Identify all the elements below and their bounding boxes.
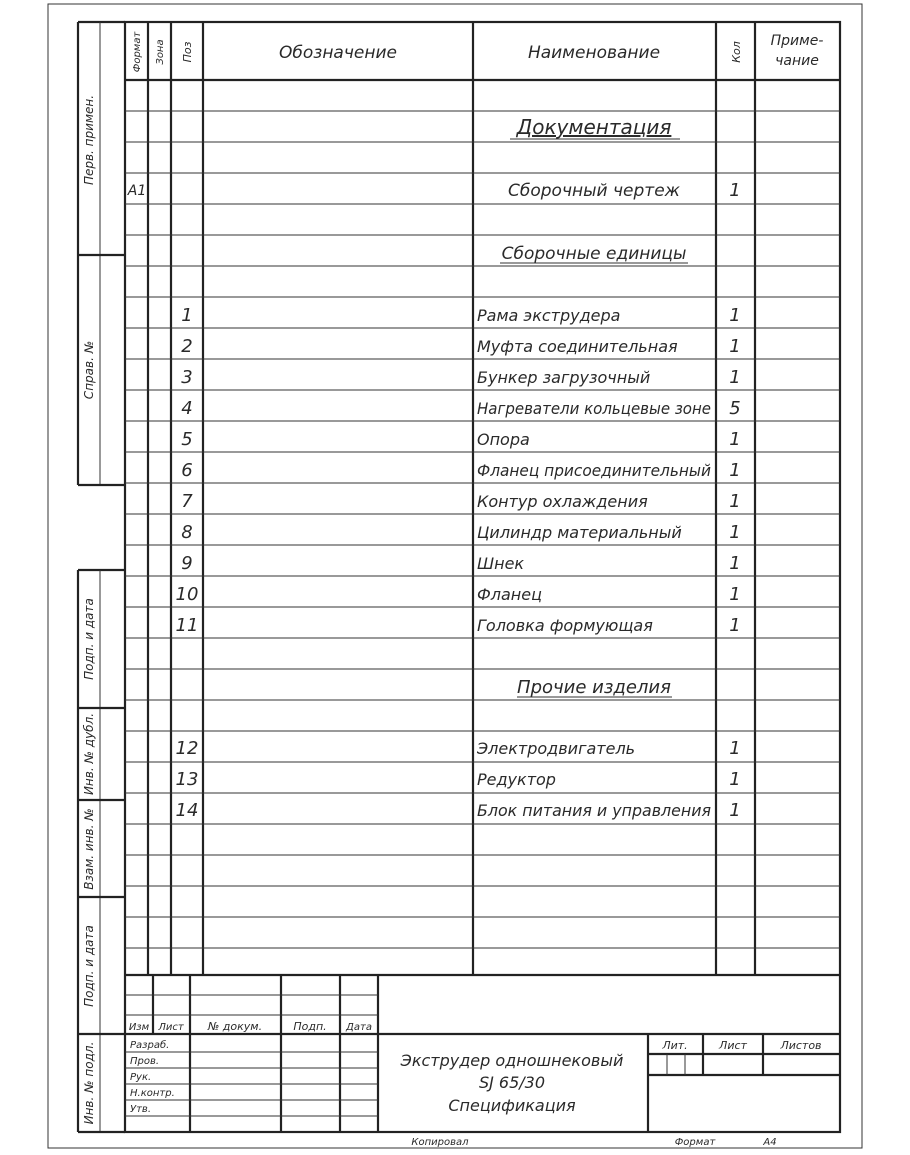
- item-pos: 13: [175, 769, 199, 790]
- tb-data: Дата: [346, 1022, 372, 1033]
- item-name: Бункер загрузочный: [477, 368, 651, 387]
- tb-lit: Лит.: [662, 1039, 688, 1052]
- item-qty: 1: [729, 367, 741, 388]
- item-name: Цилиндр материальный: [477, 523, 682, 542]
- item-pos: 9: [181, 553, 193, 574]
- header-note-line2: чание: [775, 53, 819, 69]
- item-qty: 1: [729, 769, 741, 790]
- item-qty: 1: [729, 615, 741, 636]
- item-name: Опора: [477, 430, 530, 449]
- item-pos: 4: [181, 398, 193, 419]
- tb-list: Лист: [158, 1022, 184, 1033]
- tb-prov: Пров.: [130, 1056, 160, 1067]
- header-designation: Обозначение: [279, 43, 397, 63]
- tb-title-line1: Экструдер одношнековый: [400, 1051, 624, 1070]
- tb-doc-no: № докум.: [207, 1020, 263, 1033]
- doc-item-format: A1: [127, 183, 147, 199]
- item-pos: 3: [181, 367, 193, 388]
- header-note-line1: Приме-: [770, 33, 824, 49]
- item-qty: 1: [729, 553, 741, 574]
- footer-copied: Копировал: [411, 1137, 469, 1148]
- header-format: Формат: [132, 31, 143, 73]
- item-qty: 5: [729, 398, 741, 419]
- side-vzam-inv-no: Взам. инв. №: [82, 808, 96, 890]
- tb-izm: Изм: [128, 1022, 150, 1033]
- item-pos: 6: [181, 460, 193, 481]
- side-podp-data-1: Подп. и дата: [82, 598, 96, 680]
- item-pos: 10: [175, 584, 199, 605]
- item-name: Головка формующая: [477, 616, 653, 635]
- header-qty: Кол: [730, 41, 743, 63]
- item-qty: 1: [729, 522, 741, 543]
- tb-podp: Подп.: [293, 1020, 327, 1033]
- item-qty: 1: [729, 460, 741, 481]
- item-qty: 1: [729, 305, 741, 326]
- item-pos: 12: [175, 738, 199, 759]
- item-pos: 8: [181, 522, 193, 543]
- item-name: Блок питания и управления: [477, 801, 712, 820]
- item-name: Шнек: [477, 554, 525, 573]
- item-name: Муфта соединительная: [477, 337, 678, 356]
- item-name: Электродвигатель: [477, 739, 636, 758]
- section-assemblies: Сборочные единицы: [501, 244, 687, 264]
- header-name: Наименование: [527, 43, 661, 63]
- item-qty: 1: [729, 429, 741, 450]
- item-pos: 5: [181, 429, 193, 450]
- item-name: Редуктор: [477, 770, 556, 789]
- side-sprav-no: Справ. №: [82, 340, 96, 400]
- tb-title-line2: SJ 65/30: [478, 1073, 546, 1092]
- header-zone: Зона: [155, 39, 166, 65]
- item-name: Контур охлаждения: [477, 492, 648, 511]
- footer-format-value: А4: [763, 1137, 777, 1148]
- tb-sheets: Листов: [780, 1039, 822, 1052]
- section-other: Прочие изделия: [517, 677, 671, 698]
- item-qty: 1: [729, 491, 741, 512]
- tb-sheet: Лист: [719, 1039, 747, 1052]
- item-pos: 14: [175, 800, 199, 821]
- footer-format-label: Формат: [674, 1137, 716, 1148]
- tb-ruk: Рук.: [130, 1072, 152, 1083]
- item-qty: 1: [729, 336, 741, 357]
- spec-items: [176, 305, 741, 821]
- item-name: Рама экструдера: [477, 306, 621, 325]
- side-podp-data-2: Подп. и дата: [82, 925, 96, 1007]
- item-pos: 7: [181, 491, 193, 512]
- item-qty: 1: [729, 738, 741, 759]
- tb-razrab: Разраб.: [130, 1040, 170, 1051]
- tb-title-line3: Спецификация: [448, 1096, 576, 1115]
- item-pos: 1: [181, 305, 193, 326]
- item-name: Фланец: [477, 585, 542, 604]
- tb-n-kontr: Н.контр.: [130, 1088, 175, 1099]
- item-qty: 1: [729, 800, 741, 821]
- section-docs: Документация: [516, 115, 672, 139]
- item-name: Нагреватели кольцевые зоне: [477, 399, 712, 418]
- item-qty: 1: [729, 584, 741, 605]
- side-perv-primen: Перв. примен.: [82, 94, 96, 186]
- doc-item-name: Сборочный чертеж: [508, 181, 680, 201]
- header-pos: Поз: [181, 41, 194, 63]
- side-inv-no-dubl: Инв. № дубл.: [82, 712, 96, 796]
- item-pos: 2: [181, 336, 193, 357]
- tb-utv: Утв.: [130, 1104, 151, 1115]
- doc-item-qty: 1: [729, 180, 741, 201]
- side-inv-no-podl: Инв. № подл.: [82, 1041, 96, 1125]
- item-pos: 11: [175, 615, 199, 636]
- item-name: Фланец присоединительный: [477, 461, 711, 480]
